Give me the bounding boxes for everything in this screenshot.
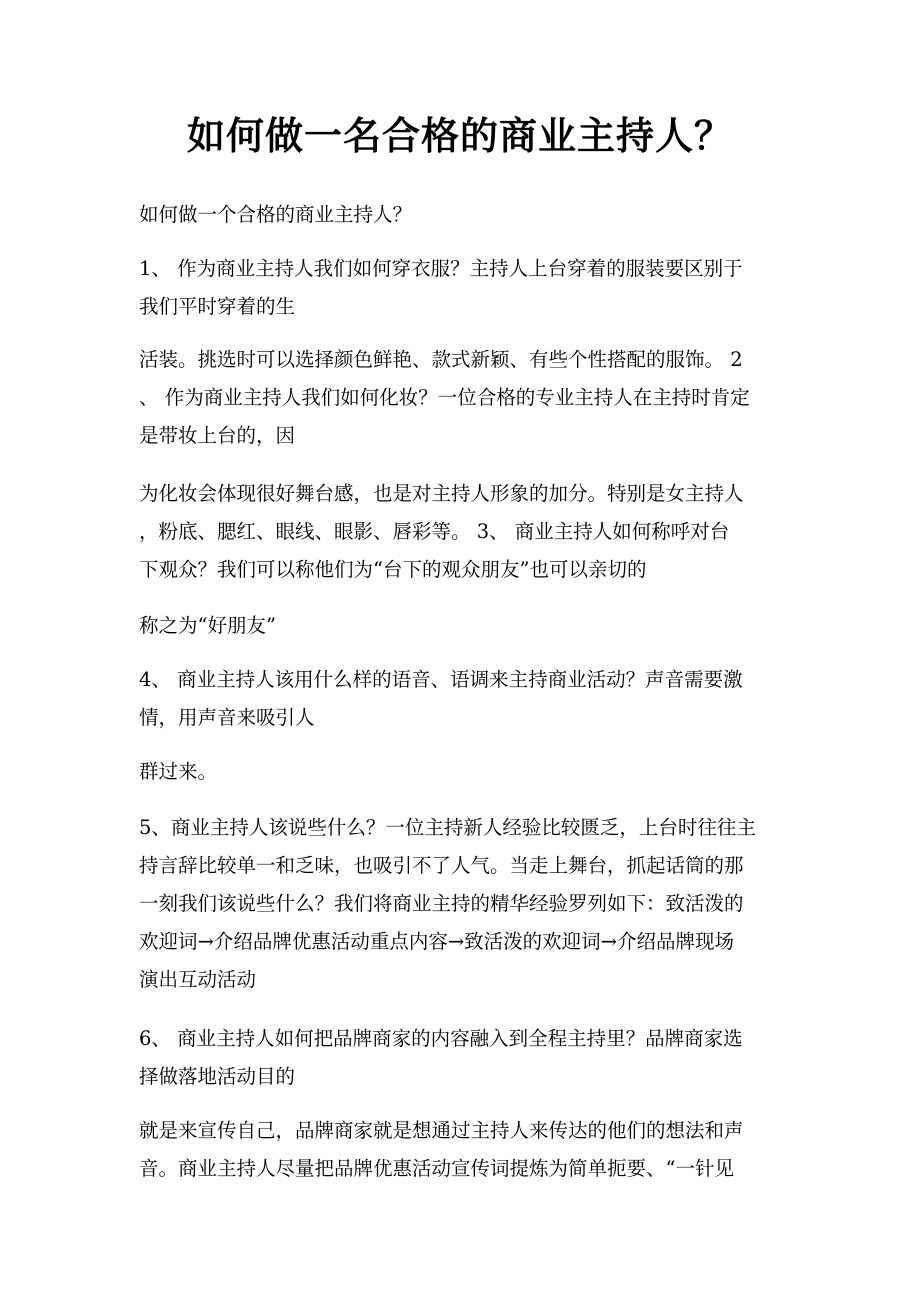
document-title: 如何做一名合格的商业主持人？ [186, 113, 733, 158]
text-line: 5、商业主持人该说些什么？一位主持新人经验比较匮乏，上台时往往主 [139, 816, 756, 839]
text-line: 就是来宣传自己，品牌商家就是想通过主持人来传达的他们的想法和声 [139, 1119, 744, 1142]
paragraph-2 [139, 341, 784, 455]
text-line: 下观众？我们可以称他们为“台下的观众朋友”也可以亲切的 [139, 558, 647, 581]
text-line: ，粉底、腮红、眼线、眼影、唇彩等。 3、 商业主持人如何称呼对台 [139, 520, 730, 543]
paragraph-5 [139, 809, 784, 999]
text-line: 情，用声音来吸引人 [139, 706, 315, 729]
text-line: 如何做一个合格的商业主持人？ [139, 203, 413, 226]
text-line: 活装。挑选时可以选择颜色鲜艳、款式新颖、有些个性搭配的服饰。 2 [139, 348, 743, 371]
paragraph-6-cont [139, 1112, 784, 1188]
paragraph-4 [139, 661, 784, 737]
text-line: 6、 商业主持人如何把品牌商家的内容融入到全程主持里？品牌商家选 [139, 1027, 743, 1050]
text-line: 4、 商业主持人该用什么样的语音、语调来主持商业活动？声音需要激 [139, 668, 743, 691]
text-line: 是带妆上台的，因 [139, 424, 296, 447]
text-line: 欢迎词→介绍品牌优惠活动重点内容→致活泼的欢迎词→介绍品牌现场 [139, 930, 735, 953]
text-line: 择做落地活动目的 [139, 1065, 296, 1088]
text-line: 演出互动活动 [139, 968, 257, 991]
text-line: 音。商业主持人尽量把品牌优惠活动宣传词提炼为简单扼要、“一针见 [139, 1157, 734, 1180]
paragraph-1 [139, 250, 784, 326]
paragraph-4-cont [139, 753, 784, 791]
paragraph-intro [139, 196, 784, 234]
text-line: 、 作为商业主持人我们如何化妆？一位合格的专业主持人在主持时肯定 [139, 386, 750, 409]
text-line: 称之为“好朋友” [139, 614, 276, 637]
text-line: 持言辞比较单一和乏味，也吸引不了人气。当走上舞台，抓起话筒的那 [139, 854, 744, 877]
paragraph-3 [139, 475, 784, 589]
text-line: 群过来。 [139, 760, 218, 783]
paragraph-6 [139, 1020, 784, 1096]
text-line: 为化妆会体现很好舞台感，也是对主持人形象的加分。特别是女主持人 [139, 482, 744, 505]
text-line: 一刻我们该说些什么？我们将商业主持的精华经验罗列如下：致活泼的 [139, 892, 744, 915]
text-line: 我们平时穿着的生 [139, 295, 296, 318]
text-line: 1、 作为商业主持人我们如何穿衣服？主持人上台穿着的服装要区别于 [139, 257, 743, 280]
paragraph-3-cont [139, 607, 784, 645]
